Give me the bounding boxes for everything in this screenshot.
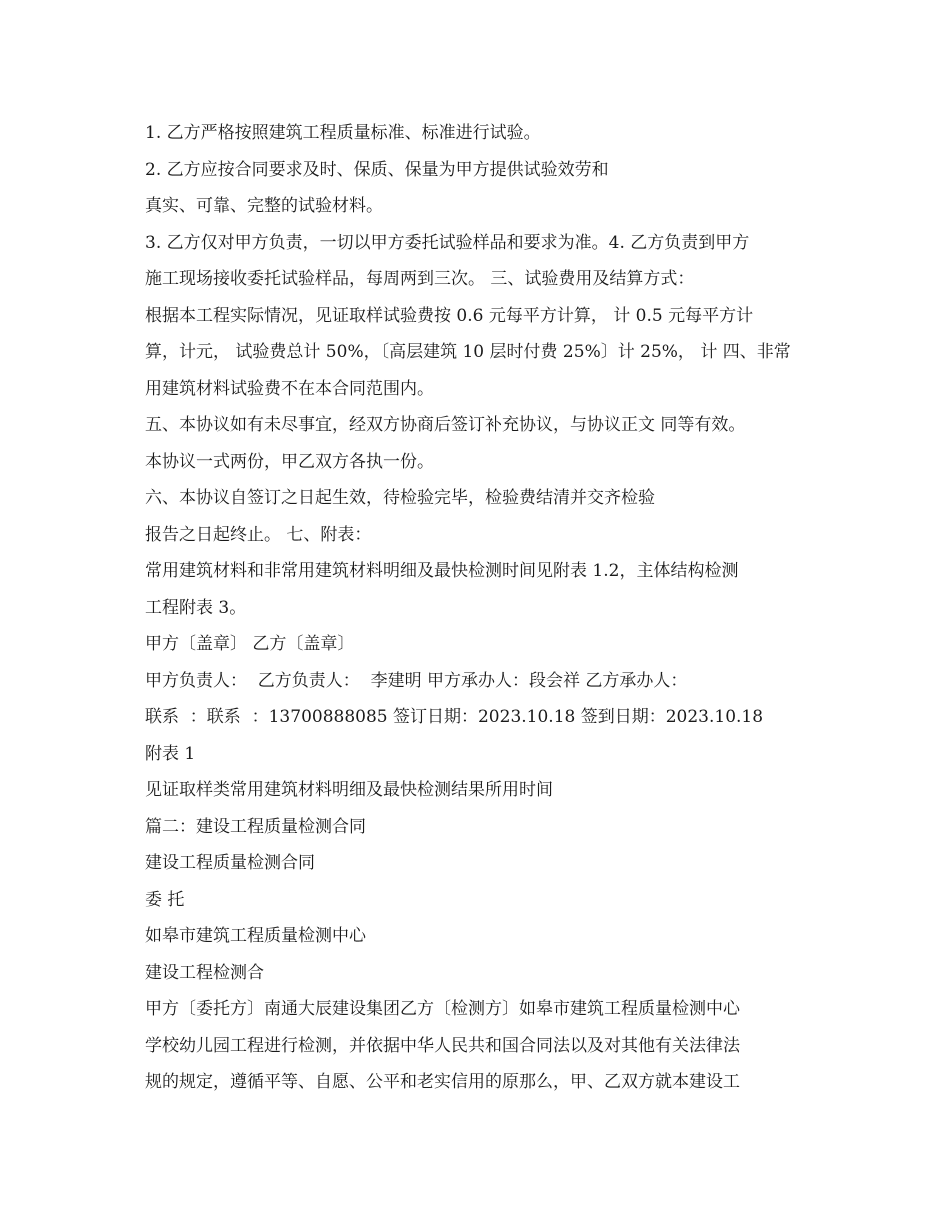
- text-line: 根据本工程实际情况，见证取样试验费按 0.6 元每平方计算， 计 0.5 元每平方计: [145, 305, 754, 326]
- text-line: 1. 乙方严格按照建筑工程质量标准、标准进行试验。: [145, 123, 541, 143]
- document-body: [145, 115, 825, 1101]
- text-line: 真实、可靠、完整的试验材料。: [145, 196, 383, 216]
- text-line: 2. 乙方应按合同要求及时、保质、保量为甲方提供试验效劳和: [145, 159, 609, 180]
- text-line: 报告之日起终止。 七、附表：: [145, 524, 372, 545]
- text-line: 规的规定，遵循平等、自愿、公平和老实信用的原那么，甲、乙双方就本建设工: [145, 1072, 740, 1092]
- text-line: 建设工程检测合: [145, 962, 264, 983]
- contract-title: 建设工程质量检测合同: [145, 853, 315, 873]
- appendix-label: 附表 1: [145, 743, 196, 764]
- text-line: 本协议一式两份，甲乙双方各执一份。: [145, 451, 434, 472]
- text-line: 工程附表 3。: [145, 597, 247, 618]
- text-line: 委 托: [145, 889, 185, 910]
- text-line: 如皋市建筑工程质量检测中心: [145, 926, 366, 946]
- signature-line: 甲方负责人： 乙方负责人： 李建明 甲方承办人：段会祥 乙方承办人：: [145, 670, 688, 691]
- text-line: 学校幼儿园工程进行检测，并依据中华人民共和国合同法以及对其他有关法律法: [145, 1035, 740, 1056]
- text-line: 用建筑材料试验费不在本合同范围内。: [145, 378, 434, 399]
- text-line: 3. 乙方仅对甲方负责，一切以甲方委托试验样品和要求为准。4. 乙方负责到甲方: [145, 232, 750, 253]
- appendix-title: 见证取样类常用建筑材料明细及最快检测结果所用时间: [145, 780, 553, 800]
- section-heading: 篇二：建设工程质量检测合同: [145, 816, 366, 837]
- text-line: 甲方〔委托方〕南通大辰建设集团乙方〔检测方〕如皋市建筑工程质量检测中心: [145, 999, 740, 1019]
- text-line: 五、本协议如有未尽事宜，经双方协商后签订补充协议，与协议正文 同等有效。: [145, 415, 746, 435]
- signature-line: 甲方〔盖章〕 乙方〔盖章〕: [145, 634, 355, 654]
- contact-line: 联系 ：联系 ：13700888085 签订日期：2023.10.18 签到日期：2023.10.18: [145, 707, 764, 727]
- text-line: 算，计元， 试验费总计 50%，〔高层建筑 10 层时付费 25%〕计 25%， 计 四、非常: [145, 342, 791, 362]
- text-line: 常用建筑材料和非常用建筑材料明细及最快检测时间见附表 1.2，主体结构检测: [145, 561, 739, 581]
- text-line: 施工现场接收委托试验样品，每周两到三次。 三、试验费用及结算方式：: [145, 269, 695, 289]
- text-line: 六、本协议自签订之日起生效，待检验完毕，检验费结清并交齐检验: [145, 488, 655, 508]
